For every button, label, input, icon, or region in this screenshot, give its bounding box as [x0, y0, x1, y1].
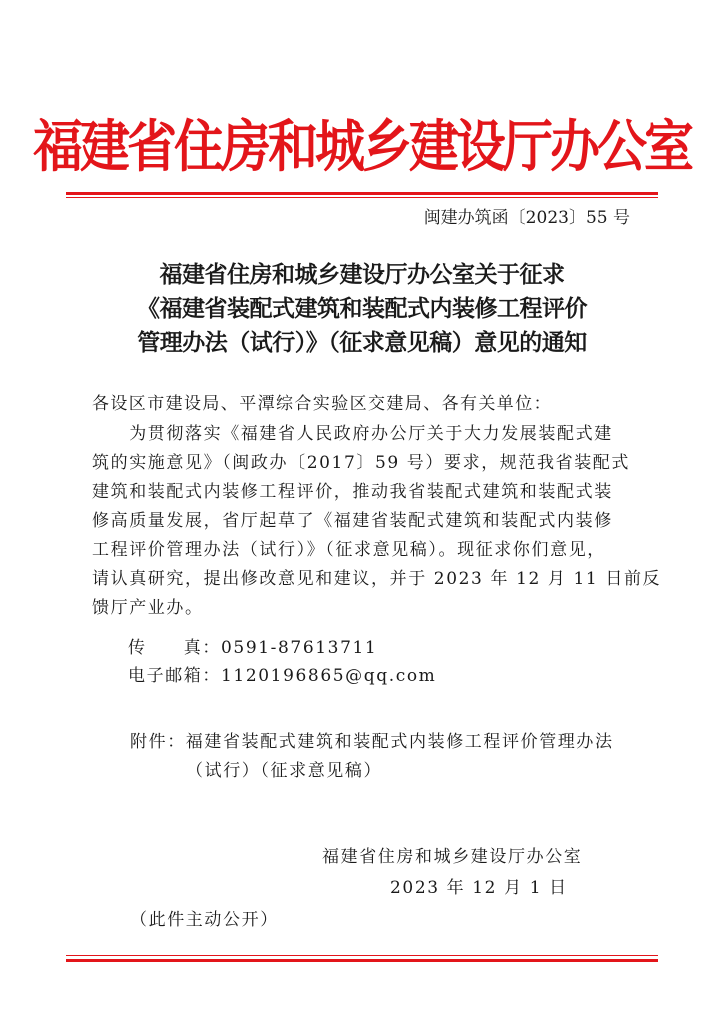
paragraph-line: 请认真研究，提出修改意见和建议，并于 2023 年 12 月 11 日前反: [92, 569, 662, 589]
footer-rule-thick: [66, 959, 658, 962]
issuing-office-header: 福建省住房和城乡建设厅办公室: [33, 114, 691, 180]
title-line-1: 福建省住房和城乡建设厅办公室关于征求: [159, 261, 565, 288]
disclosure-note: （此件主动公开）: [130, 910, 279, 930]
paragraph-line: 工程评价管理办法（试行）》（征求意见稿）。现征求你们意见，: [92, 540, 606, 560]
header-rule-thick: [66, 192, 658, 195]
addressee: 各设区市建设局、平潭综合实验区交建局、各有关单位：: [92, 394, 552, 414]
document-title: [70, 258, 654, 360]
fax-number: 传 真：0591-87613711: [128, 638, 378, 658]
document-number: 闽建办筑函〔2023〕55 号: [423, 208, 630, 228]
header-rule-thin: [66, 197, 658, 198]
paragraph-line: 修高质量发展，省厅起草了《福建省装配式建筑和装配式内装修: [92, 511, 613, 531]
footer-rule-thin: [66, 955, 658, 956]
title-line-2: 《福建省装配式建筑和装配式内装修工程评价: [137, 295, 587, 322]
body-paragraph: [92, 420, 662, 623]
paragraph-line: 筑的实施意见》（闽政办〔2017〕59 号）要求，规范我省装配式: [92, 453, 630, 473]
issue-date: 2023 年 12 月 1 日: [390, 878, 568, 898]
attachment-line-2: （试行）（征求意见稿）: [186, 761, 383, 781]
contact-email: 电子邮箱：1120196865@qq.com: [128, 666, 437, 686]
paragraph-line: 建筑和装配式内装修工程评价，推动我省装配式建筑和装配式装: [92, 482, 613, 502]
sender-signature: 福建省住房和城乡建设厅办公室: [322, 847, 583, 867]
attachment-line-1: 附件：福建省装配式建筑和装配式内装修工程评价管理办法: [130, 732, 614, 752]
title-line-3: 管理办法（试行）》（征求意见稿）意见的通知: [137, 329, 587, 356]
paragraph-line: 为贯彻落实《福建省人民政府办公厅关于大力发展装配式建: [92, 424, 613, 444]
paragraph-line: 馈厅产业办。: [92, 598, 204, 618]
